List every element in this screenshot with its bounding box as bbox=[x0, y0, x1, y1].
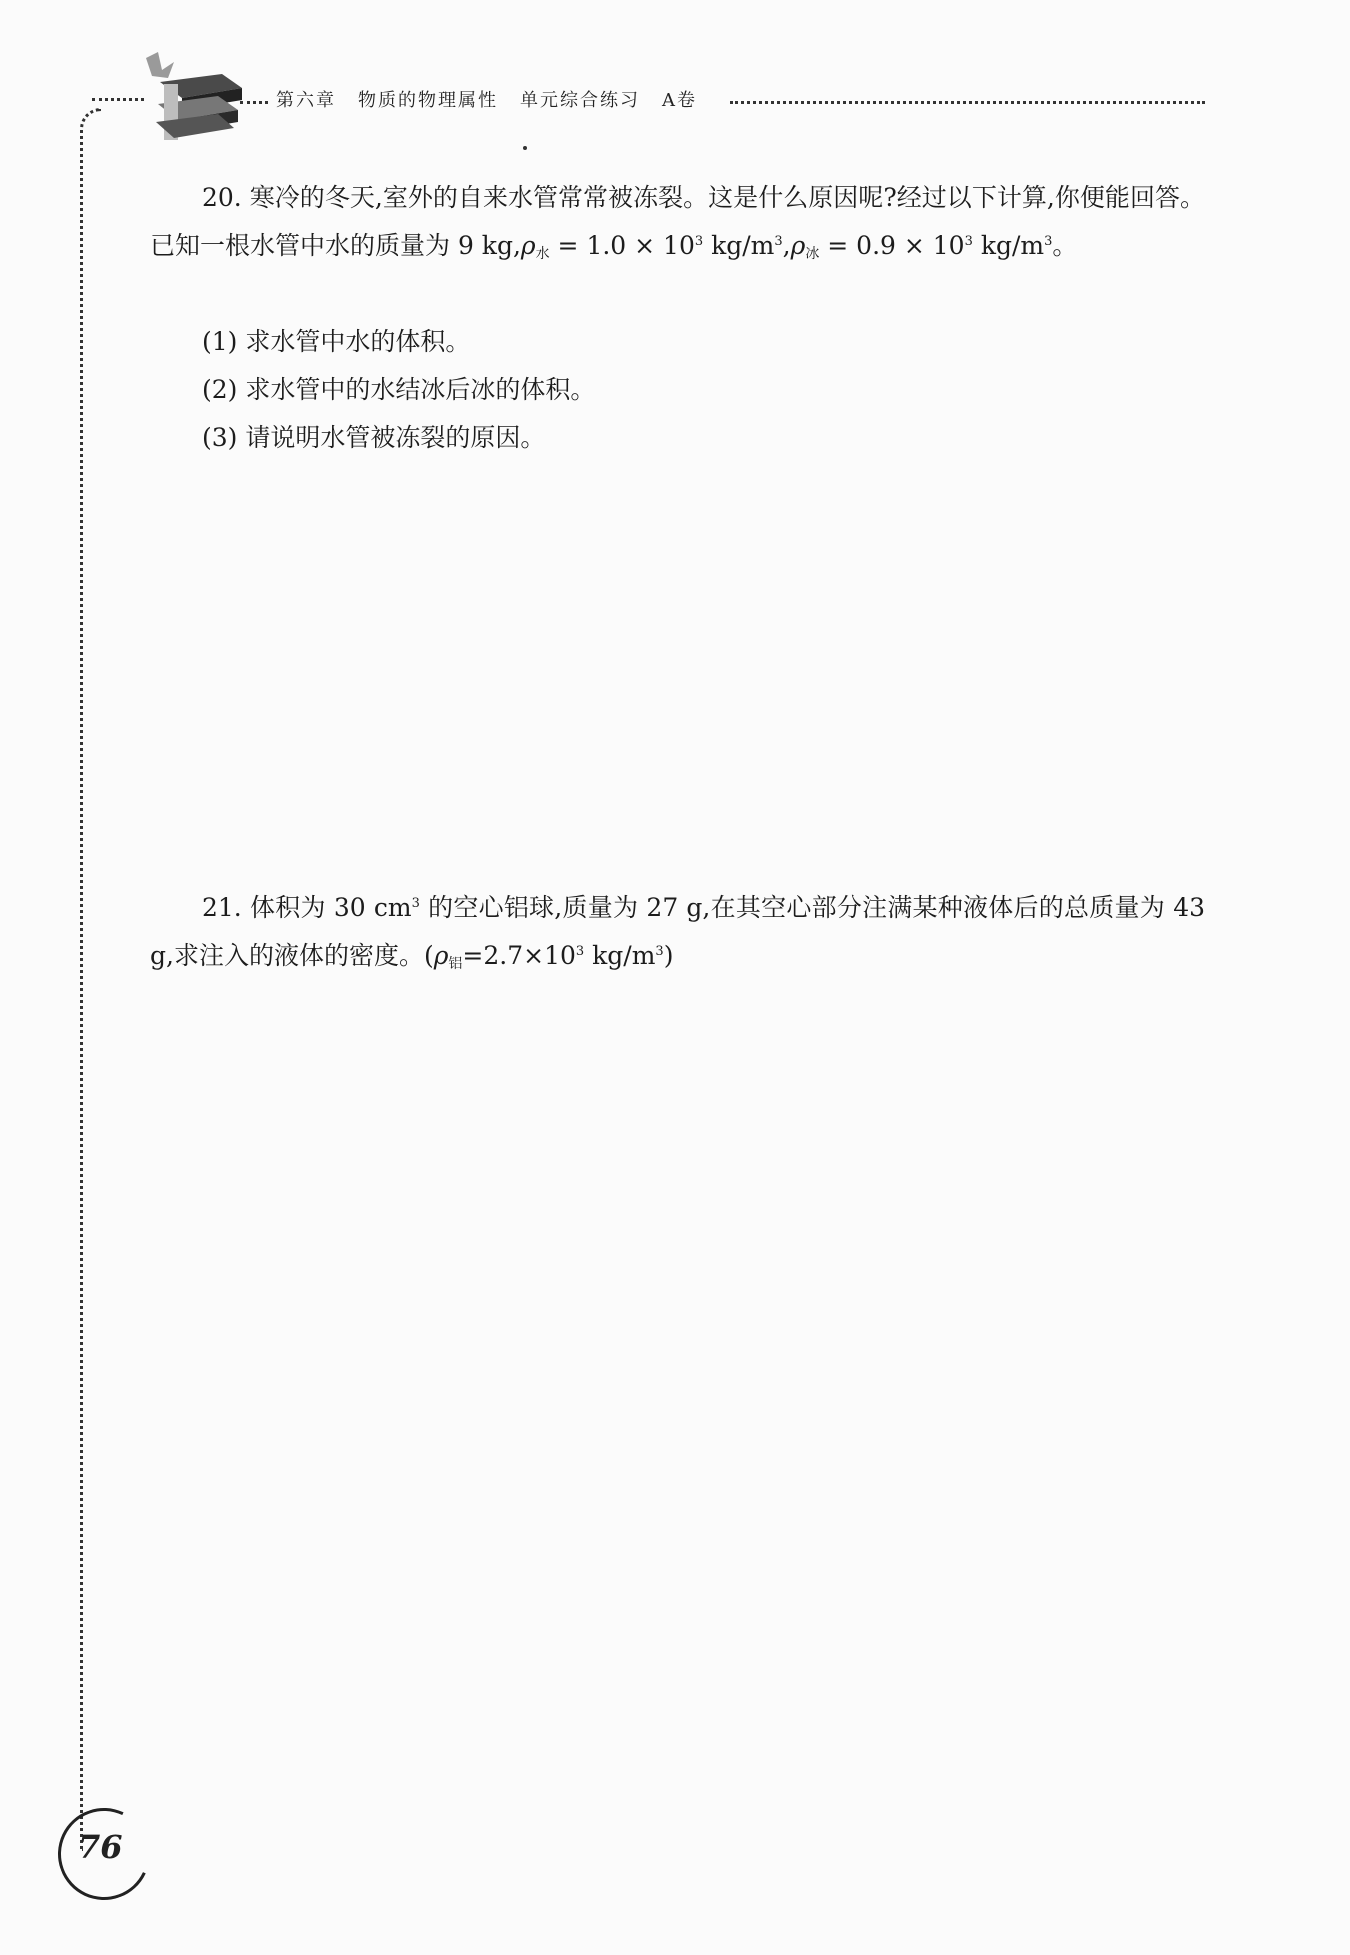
exponent: 3 bbox=[774, 234, 783, 249]
question-21 bbox=[150, 884, 1205, 988]
print-speck bbox=[523, 146, 527, 150]
page-number: 76 bbox=[78, 1828, 123, 1866]
header-rule-right bbox=[730, 101, 1205, 104]
unit: kg/m bbox=[972, 231, 1045, 260]
exponent: 3 bbox=[1044, 234, 1053, 249]
q20-sub-1: (1) 求水管中水的体积。 bbox=[202, 327, 471, 356]
exponent: 3 bbox=[964, 234, 973, 249]
question-20 bbox=[150, 174, 1205, 278]
q20-sub-3: (3) 请说明水管被冻裂的原因。 bbox=[202, 423, 546, 452]
exponent: 3 bbox=[655, 944, 664, 959]
header-chapter: 第六章 bbox=[276, 90, 336, 111]
rho-al-value: =2.7×10 bbox=[462, 941, 576, 970]
unit: kg/m bbox=[584, 941, 656, 970]
unit: kg/m bbox=[703, 231, 775, 260]
header-section: 单元综合练习 bbox=[520, 90, 640, 111]
exponent: 3 bbox=[575, 944, 585, 959]
header-rule-left bbox=[92, 98, 144, 101]
rho-al-symbol: ρ bbox=[433, 941, 449, 970]
comma: , bbox=[782, 231, 791, 260]
q21-text-c: ) bbox=[663, 941, 674, 970]
rho-water-value: = 1.0 × 10 bbox=[549, 231, 695, 260]
header-rule-mid bbox=[240, 101, 268, 104]
running-header bbox=[276, 86, 719, 112]
rho-ice-subscript: 冰 bbox=[805, 246, 820, 262]
q20-text: 寒冷的冬天,室外的自来水管常常被冻裂。这是什么原因呢?经过以下计算,你便能回答。已知一根水管中水的质量为 9 kg, bbox=[150, 183, 1205, 260]
header-topic: 物质的物理属性 bbox=[358, 90, 498, 111]
q20-number: 20. bbox=[202, 183, 242, 212]
rho-water-symbol: ρ bbox=[520, 231, 536, 260]
page-margin-border bbox=[80, 108, 101, 1851]
exponent: 3 bbox=[411, 896, 420, 911]
books-stack-icon bbox=[138, 52, 246, 144]
rho-ice-value: = 0.9 × 10 bbox=[819, 231, 965, 260]
q20-sub-2: (2) 求水管中的水结冰后冰的体积。 bbox=[202, 375, 596, 404]
rho-al-subscript: 铝 bbox=[448, 956, 463, 972]
exponent: 3 bbox=[694, 234, 704, 249]
rho-water-subscript: 水 bbox=[535, 246, 550, 262]
rho-ice-symbol: ρ bbox=[790, 231, 806, 260]
q21-text-b: 的空心铝球,质量为 27 g,在其空心部分注满某种液体后的总质量为 43 g,求注入的液体的密度。( bbox=[150, 893, 1206, 970]
period: 。 bbox=[1052, 231, 1078, 260]
q21-text-a: 体积为 30 cm bbox=[249, 893, 412, 922]
q21-number: 21. bbox=[202, 893, 242, 922]
header-volume: A卷 bbox=[662, 90, 697, 111]
